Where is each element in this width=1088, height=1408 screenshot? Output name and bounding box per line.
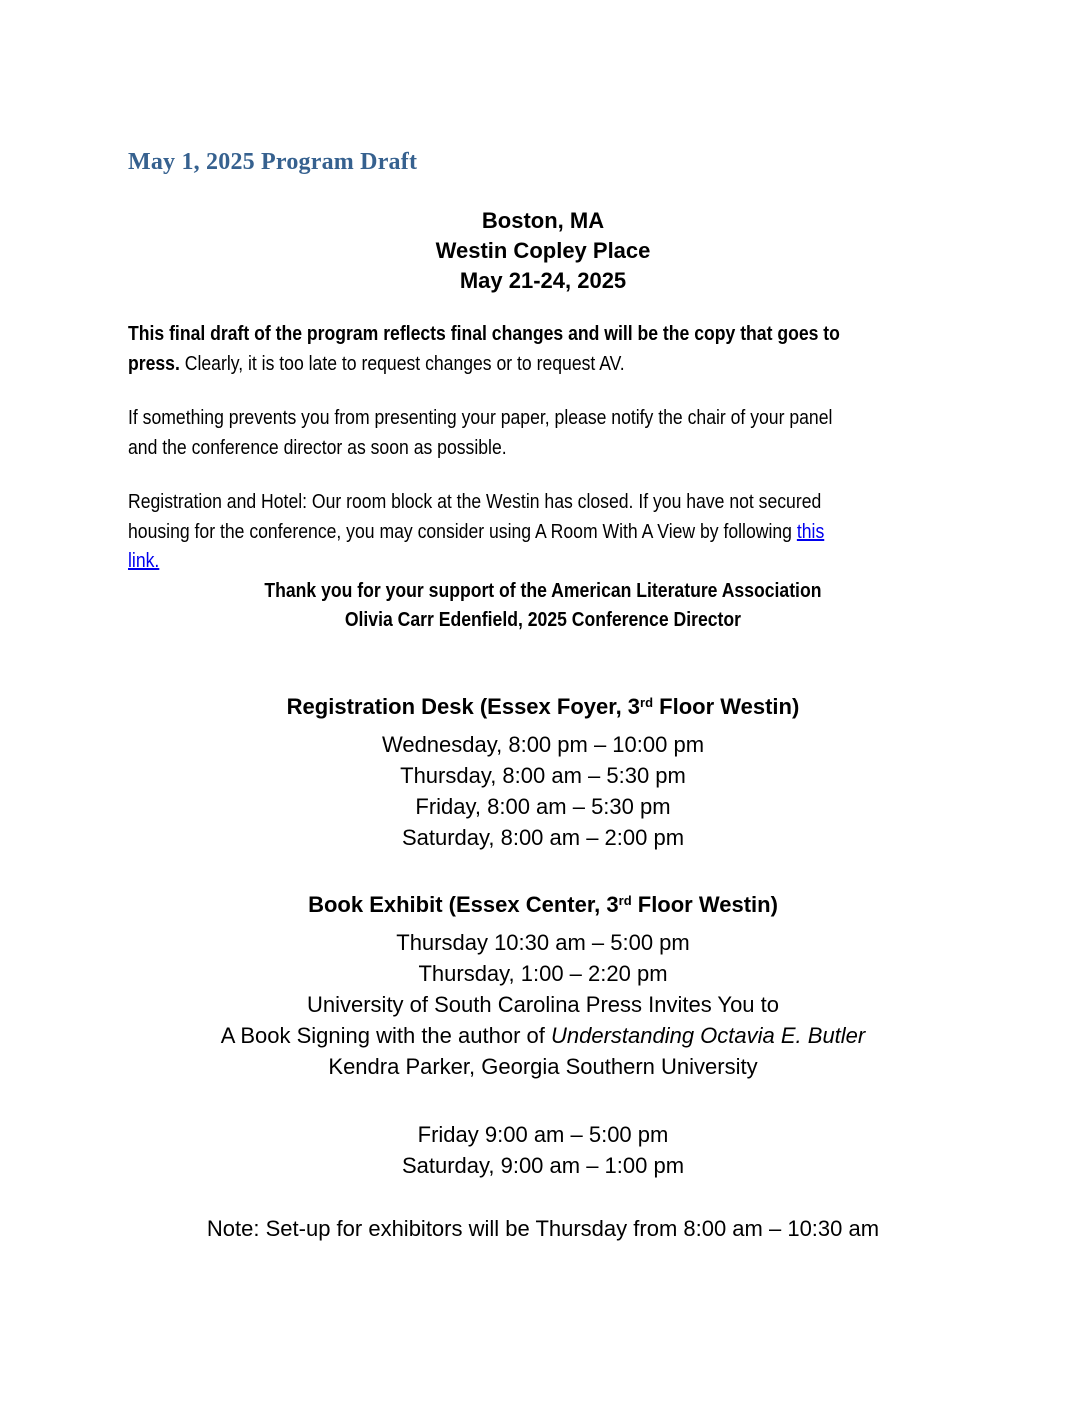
this-link[interactable]: link. (128, 550, 160, 572)
text-run: Kendra Parker, Georgia Southern University (328, 1053, 758, 1079)
paragraph-press-deadline (128, 320, 958, 379)
text-line (128, 266, 958, 296)
text-line (128, 518, 958, 548)
text-line (128, 404, 958, 434)
text-run: Thank you for your support of the American Literature Association (264, 579, 822, 602)
text-run: Thursday, 8:00 am – 5:30 pm (400, 762, 686, 788)
text-line (128, 206, 958, 236)
text-line (128, 434, 958, 464)
text-line (128, 760, 958, 791)
text-run: Thursday, 1:00 – 2:20 pm (418, 960, 668, 986)
text-line (128, 691, 958, 725)
text-run: Saturday, 8:00 am – 2:00 pm (401, 824, 685, 850)
text-run: May 21-24, 2025 (459, 268, 627, 293)
text-run: and the conference director as soon as possible. (128, 436, 507, 459)
venue-block (128, 206, 958, 296)
text-run: Boston, MA (481, 208, 605, 233)
text-line (128, 889, 958, 923)
text-line (128, 791, 958, 822)
text-run: rd (618, 892, 632, 908)
text-run: press. (128, 352, 180, 375)
note-text: Note: Set-up for exhibitors will be Thursday from 8:00 am – 10:30 am (206, 1215, 880, 1241)
text-run: Floor Westin) (653, 693, 800, 719)
intro-section (128, 320, 958, 636)
document-title: May 1, 2025 Program Draft (128, 149, 418, 175)
text-line (128, 606, 958, 636)
text-run: If something prevents you from presenting your paper, please notify the chair of your panel (128, 407, 833, 429)
registration-desk-heading (128, 691, 958, 725)
text-run: Clearly, it is too late to request changes or to request AV. (179, 352, 625, 375)
text-run: Registration and Hotel: Our room block at the Westin has closed. If you have not secured (128, 491, 822, 513)
text-line (128, 236, 958, 266)
text-line (128, 547, 958, 577)
text-line (128, 1020, 958, 1051)
registration-desk-section (128, 691, 958, 853)
text-line (128, 488, 958, 518)
text-line (128, 320, 958, 350)
exhibit-extra-hours (128, 1119, 958, 1181)
text-line (128, 1150, 958, 1181)
text-line (128, 958, 958, 989)
text-line (128, 927, 958, 958)
text-run: Westin Copley Place (435, 238, 651, 263)
support-block (128, 577, 958, 636)
text-run: A Book Signing with the author of (220, 1022, 551, 1048)
text-run: Understanding Octavia E. Butler (550, 1022, 866, 1048)
paragraph-registration-hotel (128, 488, 958, 577)
text-line (128, 577, 958, 607)
text-run: Book Exhibit (Essex Center, 3 (308, 891, 619, 917)
text-line (128, 350, 958, 380)
text-line (128, 1119, 958, 1150)
text-run: Friday, 8:00 am – 5:30 pm (415, 793, 671, 819)
text-run: rd (640, 694, 654, 710)
text-run: Olivia Carr Edenfield, 2025 Conference Director (344, 609, 741, 631)
paragraph-panel-notice (128, 404, 958, 463)
text-line (128, 822, 958, 853)
note-block (128, 1213, 958, 1244)
registration-desk-hours (128, 729, 958, 853)
text-run: Wednesday, 8:00 pm – 10:00 pm (381, 731, 705, 757)
book-exhibit-section (128, 889, 958, 1082)
text-run: Friday 9:00 am – 5:00 pm (417, 1121, 669, 1147)
text-run: This final draft of the program reflects final changes and will be the copy that goes to (128, 323, 840, 345)
text-line (128, 989, 958, 1020)
text-run: Saturday, 9:00 am – 1:00 pm (401, 1152, 685, 1178)
text-run: Registration Desk (Essex Foyer, 3 (286, 693, 641, 719)
text-run: Thursday 10:30 am – 5:00 pm (396, 929, 690, 955)
this-link[interactable]: this (796, 520, 825, 543)
text-line (128, 729, 958, 760)
book-exhibit-details (128, 927, 958, 1082)
text-run: housing for the conference, you may consider using A Room With A View by following (128, 520, 797, 543)
text-run: Floor Westin) (631, 891, 778, 917)
text-line (128, 1051, 958, 1082)
text-run: University of South Carolina Press Invites You to (306, 991, 780, 1017)
book-exhibit-heading (128, 889, 958, 923)
